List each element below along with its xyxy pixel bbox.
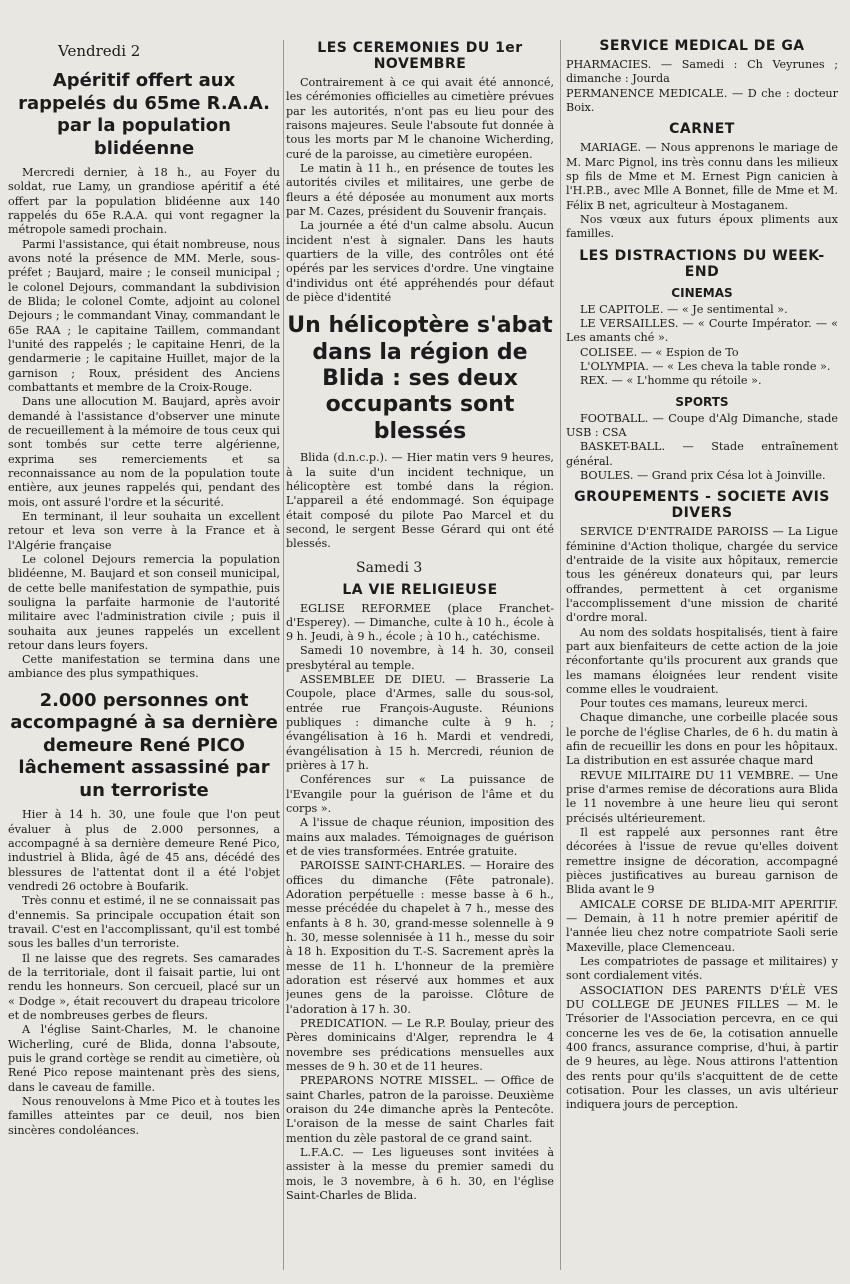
listing: BOULES. — Grand prix Césa lot à Joinville.: [580, 468, 826, 482]
notice: Conférences sur « La puissance de l'Evangile pour la guérison de l'âme et du corps ».: [286, 773, 554, 816]
headline-aperitif: Apéritif offert aux rappelés du 65me R.A.A. par la population blidéenne: [18, 70, 270, 159]
paragraph: A l'église Saint-Charles, M. le chanoine Wicherling, curé de Blida, donna l'absoute, puis le grand cortège se rendit au cimetière, où René Pico repose maintenant près des siens, dans le caveau de famille.: [8, 1023, 280, 1094]
notice: A l'issue de chaque réunion, imposition des mains aux malades. Témoignages de guérison et de vies transformées. Entrée gratuite.: [286, 816, 554, 859]
column-rule-2: [560, 40, 561, 1270]
notice: ASSEMBLEE DE DIEU. — Brasserie La Coupole, place d'Armes, salle du sous-sol, entrée rue François-Auguste. Réunions publiques : dimanche culte à 9 h. ; évangélisation à 16 h. Mardi et vendredi, évangélisation à 15 h. Mercredi, réunion de prières à 17 h.: [286, 673, 554, 773]
notice: MARIAGE. — Nous apprenons le mariage de M. Marc Pignol, ins très connu dans les milieux sp fils de Mme et M. Ernest Pign canicien à l'H.P.B., avec Mlle A Bonnet, fille de Mme et M. Félix B net, agriculteur à Mostaganem.: [566, 141, 838, 212]
article-aperitif: [8, 166, 280, 682]
section-vie-religieuse: LA VIE RELIGIEUSE: [342, 581, 498, 598]
listing: COLISEE. — « Espion de To: [580, 345, 739, 359]
heading-distractions: LES DISTRACTIONS DU WEEK-END: [579, 247, 825, 280]
paragraph: Il ne laisse que des regrets. Ses camarades de la territoriale, dont il faisait partie, lui ont rendu les honneurs. Son cercueil, placé sur un « Dodge », était recouvert du drapeau tricolore et de nombreuses gerbes de fleurs.: [8, 951, 280, 1022]
notice: PERMANENCE MEDICALE. — D che : docteur Boix.: [566, 86, 838, 114]
heading-carnet: CARNET: [669, 121, 735, 138]
religion-notices: [286, 602, 554, 1204]
subheading-sports: SPORTS: [675, 394, 729, 409]
notice: Nos vœux aux futurs époux pliments aux familles.: [566, 212, 838, 241]
listing: REX. — « L'homme qu rétoile ».: [580, 374, 762, 388]
paragraph: Mercredi dernier, à 18 h., au Foyer du soldat, rue Lamy, un grandiose apéritif a été offert par la population blidéenne aux 140 rappelés du 65e R.A.A. qui vont regagner la métropole samedi prochain.: [8, 166, 280, 237]
paragraph: Le colonel Dejours remercia la population blidéenne, M. Baujard et son conseil municipal, de cette belle manifestation de sympathie, puis souligna la parfaite harmonie de l'autorité militaire avec l'administration civile ; puis il souhaita aux jeunes rappelés un excellent retour dans leurs foyers.: [8, 552, 280, 652]
notice: Les compatriotes de passage et militaires) y sont cordialement vités.: [566, 955, 838, 983]
notice: PHARMACIES. — Samedi : Ch Veyrunes ; dimanche : Jourda: [566, 58, 838, 86]
notice: ASSOCIATION DES PARENTS D'ÉLÈ VES DU COLLEGE DE JEUNES FILLES — M. le Trésorier de l'Association percevra, en ce qui concerne les ves de 6e, la cotisation annuelle 400 francs, assurance comprise, d'hui, à partir de 9 heures, au lège. Nous attirons l'attention des rents pour qu'ils s'acquittent de de cette cotisation. Pour les classes, un avis ultérieur indiquera jours de perception.: [566, 983, 838, 1112]
column-rule-1: [283, 40, 284, 1270]
article-helicoptere: Blida (d.n.c.p.). — Hier matin vers 9 heures, à la suite d'un incident technique, un hélicoptère est tombé dans la région. L'appareil a été endommagé. Son équipage était composé du pilote Pao Marcel et du second, le sergent Besse Gérard qui ont été blessés.: [286, 451, 554, 551]
paragraph: La journée a été d'un calme absolu. Aucun incident n'est à signaler. Dans les hauts quartiers de la ville, des contrôles ont été opérés par les services d'ordre. Une vingtaine d'individus ont été appréhendés pour défaut de pièce d'identité: [286, 219, 554, 304]
column-right: [566, 32, 838, 1113]
paragraph: Dans une allocution M. Baujard, après avoir demandé à l'assistance d'observer une minute de recueillement à la mémoire de tous ceux qui sont tombés sur cette terre algérienne, exprima ses remerciements et sa reconnaissance au nom de la population toute entière, aux jeunes rappelés qui, pendant des mois, ont assuré l'ordre et la sécurité.: [8, 395, 280, 509]
article-ceremonies: [286, 76, 554, 305]
dateline-friday: Vendredi 2: [58, 42, 141, 60]
paragraph: Cette manifestation se termina dans une ambiance des plus sympathiques.: [8, 653, 280, 681]
notice: REVUE MILITAIRE DU 11 VEMBRE. — Une prise d'armes remise de décorations aura Blida le 11 novembre à une heure lieu qui seront précisés ultérieurement.: [566, 768, 838, 825]
paragraph: Nous renouvelons à Mme Pico et à toutes les familles atteintes par ce deuil, nos bien sincères condoléances.: [8, 1094, 280, 1137]
notice: L.F.A.C. — Les ligueuses sont invitées à assister à la messe du premier samedi du mois, le 3 novembre, à 6 h. 30, en l'église Saint-Charles de Blida.: [286, 1145, 554, 1202]
paragraph: Hier à 14 h. 30, une foule que l'on peut évaluer à plus de 2.000 personnes, a accompagné à sa dernière demeure René Pico, industriel à Blida, âgé de 45 ans, décédé des blessures de l'attentat dont il a été l'objet vendredi 26 octobre à Boufarik.: [8, 808, 280, 893]
paragraph: Contrairement à ce qui avait été annoncé, les cérémonies officielles au cimetière prévues par les autorités, n'ont pas eu lieu pour des raisons majeures. Seule l'absoute fut donnée à tous les morts par M le chanoine Wicherding, curé de la paroisse, au cimetière européen.: [286, 76, 554, 161]
headline-pico: 2.000 personnes ont accompagné à sa dernière demeure René PICO lâchement assassiné par un terroriste: [10, 689, 278, 801]
listing: LE CAPITOLE. — « Je sentimental ».: [580, 302, 788, 316]
column-left: [8, 38, 280, 1138]
notice: PREDICATION. — Le R.P. Boulay, prieur des Pères dominicains d'Alger, reprendra le 4 novembre ses prédications mensuelles aux messes de 9 h. 30 et de 11 heures.: [286, 1017, 554, 1073]
paragraph: Très connu et estimé, il ne se connaissait pas d'ennemis. Sa principale occupation était son travail. C'est en l'accomplissant, qu'il est tombé sous les balles d'un terroriste.: [8, 894, 280, 951]
notice: AMICALE CORSE DE BLIDA-MIT APERITIF. — Demain, à 11 h notre premier apéritif de l'année lieu chez notre compatriote Saoli serie Maxeville, place Clemenceau.: [566, 897, 838, 954]
notice: SERVICE D'ENTRAIDE PAROISS — La Ligue féminine d'Action tholique, chargée du service d'entraide de la visite aux hôpitaux, remercie tous les généreux donateurs qui, par leurs offrandes, permettent à cet organisme l'accomplissement d'une mission de charité d'ordre moral.: [566, 525, 838, 625]
notice: Chaque dimanche, une corbeille placée sous le porche de l'église Charles, de 6 h. du matin à afin de recueillir les dons en pour les hôpitaux. La distribution en est assurée chaque mard: [566, 711, 838, 768]
notice: EGLISE REFORMEE (place Franchet-d'Esperey). — Dimanche, culte à 10 h., école à 9 h. Jeudi, à 9 h., école ; à 10 h., catéchisme.: [286, 601, 554, 644]
notice: Pour toutes ces mamans, leureux merci.: [580, 697, 808, 711]
paragraph: Le matin à 11 h., en présence de toutes les autorités civiles et militaires, une gerbe de fleurs a été déposée au monument aux morts par M. Cazes, président du Souvenir français.: [286, 161, 554, 218]
heading-groupements: GROUPEMENTS - SOCIETE AVIS DIVERS: [574, 489, 830, 522]
listing: BASKET-BALL. — Stade entraînement général.: [566, 440, 838, 468]
column-middle: [286, 34, 554, 1203]
dateline-saturday: Samedi 3: [356, 559, 423, 576]
article-pico: [8, 808, 280, 1138]
notice: PREPARONS NOTRE MISSEL. — Office de saint Charles, patron de la paroisse. Deuxième oraison du 24e dimanche après la Pentecôte. L'oraison de la messe de saint Charles fait mention du zèle pastoral de ce grand saint.: [286, 1074, 554, 1145]
listing: L'OLYMPIA. — « Les cheva la table ronde ».: [580, 359, 831, 373]
headline-ceremonies: LES CEREMONIES DU 1er NOVEMBRE: [317, 40, 523, 72]
notice: Il est rappelé aux personnes rant être décorées à l'issue de revue qu'elles doivent remettre insigne de décoration, accompagné pièces justificatives au bureau garnison de Blida avant le 9: [566, 826, 838, 897]
notice: Samedi 10 novembre, à 14 h. 30, conseil presbytéral au temple.: [286, 644, 554, 672]
listing: FOOTBALL. — Coupe d'Alg Dimanche, stade USB : CSA: [566, 411, 838, 439]
headline-helicoptere: Un hélicoptère s'abat dans la région de Blida : ses deux occupants sont blessés: [287, 313, 553, 444]
notice: PAROISSE SAINT-CHARLES. — Horaire des offices du dimanche (Fête patronale). Adoration perpétuelle : messe basse à 6 h., messe précédée du chapelet à 7 h., messe des enfants à 8 h. 30, grand-messe solennelle à 9 h. 30, messe solennisée à 11 h., messe du soir à 18 h. Exposition du T.-S. Sacrement après la messe de 11 h. L'honneur de la première adoration est réservé aux hommes et aux jeunes gens de la paroisse. Clôture de l'adoration à 17 h. 30.: [286, 859, 554, 1016]
notice: Au nom des soldats hospitalisés, tient à faire part aux bienfaiteurs de cette action de la joie réconfortante qu'ils procurent aux grands que les mamans éloignées leur rendent visite comme elles le voudraient.: [566, 625, 838, 696]
paragraph: Parmi l'assistance, qui était nombreuse, nous avons noté la présence de MM. Merle, sous-préfet ; Baujard, maire ; le conseil municipal ; le colonel Dejours, commandant la subdivision de Blida; le colonel Comte, adjoint au colonel Dejours ; le commandant Vinay, commandant le 65e RAA ; le capitaine Taillem, commandant l'unité des rappelés ; le capitaine Henri, de la gendarmerie ; le capitaine Huillet, major de la garnison ; Roux, président des Anciens combattants et membre de la Croix-Rouge.: [8, 237, 280, 394]
subheading-cinemas: CINEMAS: [671, 285, 733, 300]
heading-service-medical: SERVICE MEDICAL DE GA: [599, 38, 805, 54]
paragraph: En terminant, il leur souhaita un excellent retour et leva son verre à la France et à l'Algérie française: [8, 509, 280, 552]
listing: LE VERSAILLES. — « Courte Impérator. — « Les amants ché ».: [566, 316, 838, 345]
